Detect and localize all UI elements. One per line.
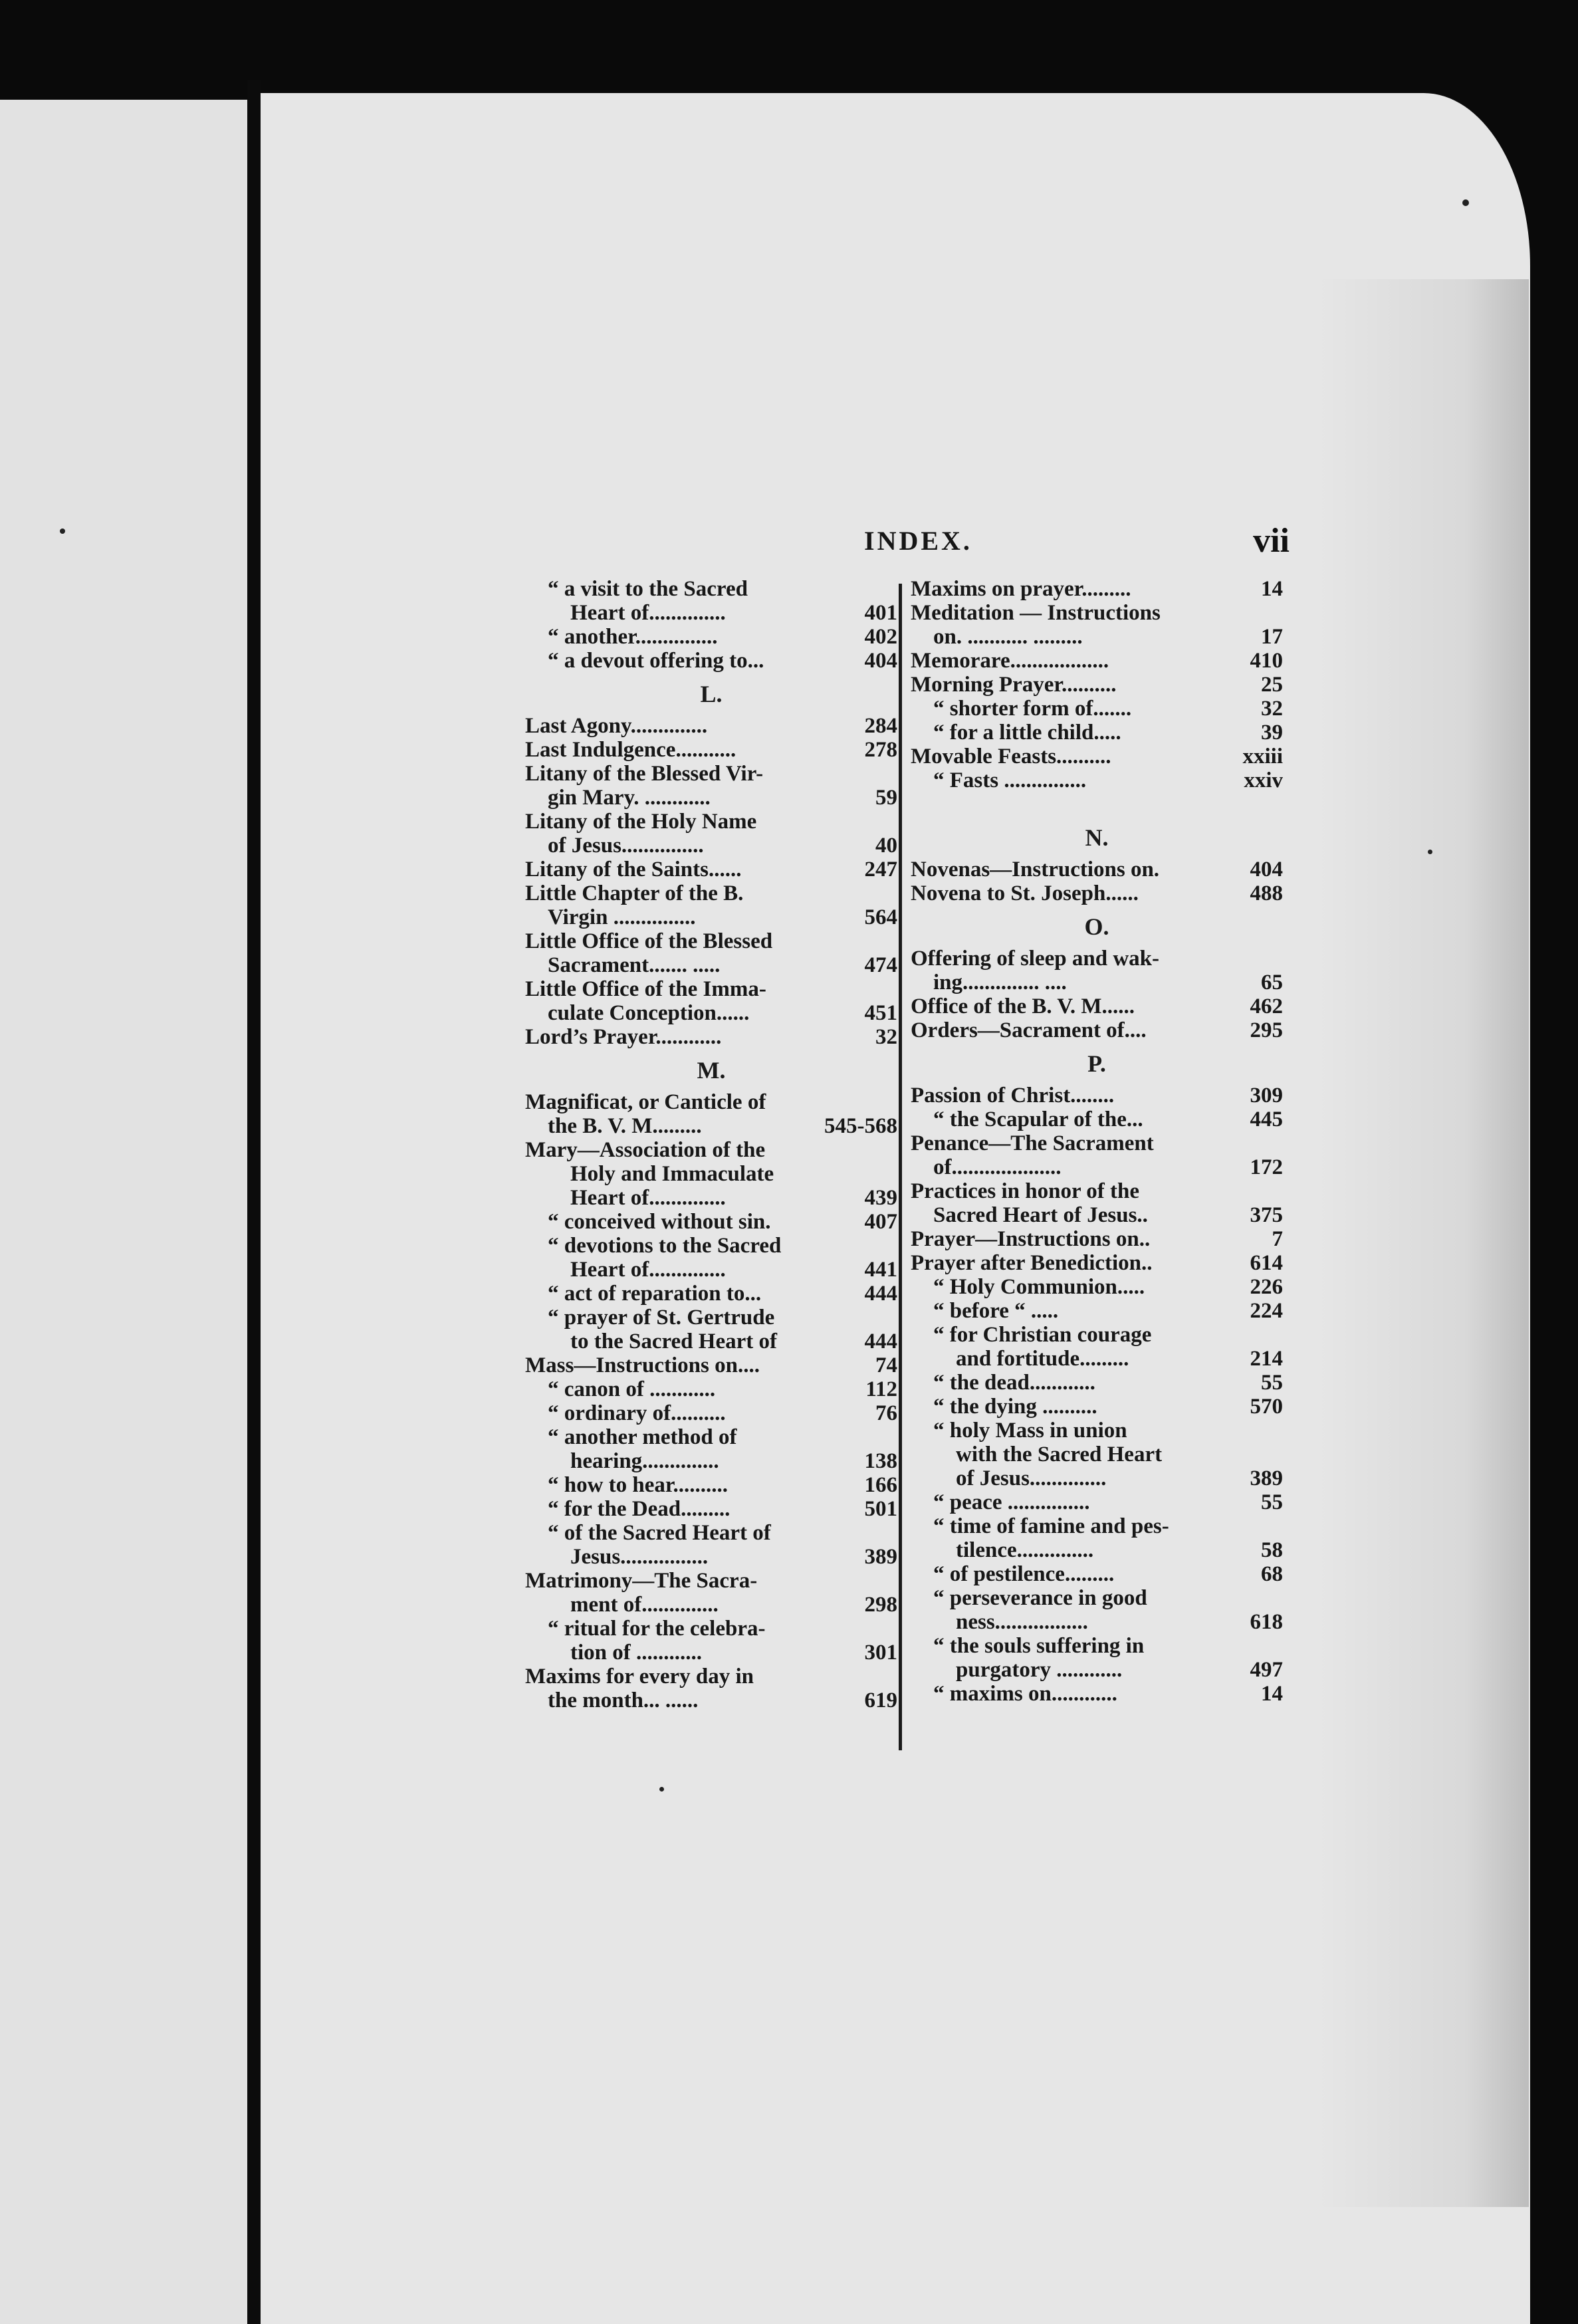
index-entry	[911, 1562, 1283, 1586]
blank-line	[911, 792, 1283, 816]
index-entry	[911, 1299, 1283, 1323]
entry-text: “ how to hear..........	[548, 1473, 729, 1497]
index-entry	[525, 953, 897, 977]
entry-text: Magnificat, or Canticle of	[525, 1090, 766, 1114]
index-entry	[911, 1275, 1283, 1299]
entry-text: Lord’s Prayer............	[525, 1025, 722, 1049]
entry-text: “ peace ...............	[933, 1490, 1090, 1514]
index-entry	[525, 1569, 897, 1593]
entry-text: Offering of sleep and wak-	[911, 947, 1159, 971]
entry-page-number: 402	[864, 625, 897, 649]
entry-text: Last Indulgence...........	[525, 738, 736, 762]
entry-page-number: 404	[864, 649, 897, 673]
index-entry	[911, 721, 1283, 745]
entry-text: “ for the Dead.........	[548, 1497, 731, 1521]
index-entry	[911, 1131, 1283, 1155]
entry-page-number: 39	[1261, 721, 1283, 745]
index-entry	[911, 971, 1283, 994]
entry-text: Jesus................	[570, 1545, 709, 1569]
section-letter: O.	[1084, 913, 1109, 940]
entry-page-number: 375	[1250, 1203, 1283, 1227]
index-entry	[525, 1449, 897, 1473]
index-entry	[911, 1323, 1283, 1347]
index-entry	[525, 1688, 897, 1712]
index-entry	[911, 947, 1283, 971]
entry-text: culate Conception......	[548, 1001, 750, 1025]
entry-page-number: 389	[1250, 1466, 1283, 1490]
entry-page-number: 17	[1261, 625, 1283, 649]
entry-page-number: 76	[875, 1401, 897, 1425]
index-entry	[525, 649, 897, 673]
entry-text: Prayer after Benediction..	[911, 1251, 1153, 1275]
page-shadow	[1316, 279, 1529, 2207]
entry-text: Heart of..............	[570, 1258, 726, 1282]
entry-page-number: 570	[1250, 1395, 1283, 1419]
ink-speck	[60, 528, 65, 534]
entry-text: Orders—Sacrament of....	[911, 1018, 1147, 1042]
entry-text: “ for a little child.....	[933, 721, 1121, 745]
entry-text: Little Office of the Blessed	[525, 929, 773, 953]
entry-page-number: 401	[864, 601, 897, 625]
index-entry	[911, 1084, 1283, 1107]
entry-page-number: 497	[1250, 1658, 1283, 1682]
index-entry	[525, 1234, 897, 1258]
entry-text: “ holy Mass in union	[933, 1419, 1127, 1443]
entry-page-number: 309	[1250, 1084, 1283, 1107]
entry-page-number: 214	[1250, 1347, 1283, 1371]
index-entry	[525, 1186, 897, 1210]
index-entry	[911, 1155, 1283, 1179]
index-entry	[911, 1466, 1283, 1490]
index-column-left	[525, 577, 897, 1712]
index-entry	[911, 577, 1283, 601]
index-entry	[525, 929, 897, 953]
entry-page-number: 14	[1261, 577, 1283, 601]
index-entry	[911, 1179, 1283, 1203]
index-entry	[525, 762, 897, 786]
entry-text: “ ordinary of..........	[548, 1401, 726, 1425]
index-entry	[911, 1419, 1283, 1443]
running-head	[864, 522, 1290, 572]
entry-text: “ ritual for the celebra-	[548, 1617, 766, 1641]
index-entry	[911, 1395, 1283, 1419]
entry-text: Litany of the Holy Name	[525, 810, 757, 834]
entry-text: Heart of..............	[570, 1186, 726, 1210]
entry-page-number: 55	[1261, 1371, 1283, 1395]
entry-page-number: 278	[864, 738, 897, 762]
entry-page-number: 619	[864, 1688, 897, 1712]
entry-page-number: 295	[1250, 1018, 1283, 1042]
entry-text: of Jesus...............	[548, 834, 704, 858]
index-entry	[525, 738, 897, 762]
index-entry	[525, 977, 897, 1001]
entry-text: “ prayer of St. Gertrude	[548, 1306, 775, 1330]
entry-text: of....................	[933, 1155, 1062, 1179]
index-entry	[525, 810, 897, 834]
index-entry	[525, 1473, 897, 1497]
index-entry	[525, 1282, 897, 1306]
index-entry	[911, 1347, 1283, 1371]
book-gutter	[247, 80, 261, 2324]
entry-text: Litany of the Blessed Vir-	[525, 762, 764, 786]
index-entry	[911, 1371, 1283, 1395]
entry-text: “ maxims on............	[933, 1682, 1117, 1706]
entry-page-number: 441	[864, 1258, 897, 1282]
entry-text: of Jesus..............	[956, 1466, 1107, 1490]
index-entry	[911, 1634, 1283, 1658]
entry-text: Novenas—Instructions on.	[911, 858, 1160, 881]
index-entry	[525, 1545, 897, 1569]
index-entry	[525, 1330, 897, 1353]
entry-page-number: 410	[1250, 649, 1283, 673]
index-entry	[911, 1107, 1283, 1131]
index-entry	[525, 577, 897, 601]
index-entry	[525, 1306, 897, 1330]
entry-page-number: 7	[1272, 1227, 1283, 1251]
index-entry	[525, 1258, 897, 1282]
index-entry	[525, 1162, 897, 1186]
index-entry	[525, 1001, 897, 1025]
entry-page-number: 166	[864, 1473, 897, 1497]
entry-text: “ another...............	[548, 625, 718, 649]
entry-text: “ the dead............	[933, 1371, 1095, 1395]
entry-text: “ the souls suffering in	[933, 1634, 1145, 1658]
entry-text: Meditation — Instructions	[911, 601, 1161, 625]
entry-page-number: 389	[864, 1545, 897, 1569]
index-entry	[911, 1490, 1283, 1514]
index-entry	[525, 1641, 897, 1665]
entry-page-number: 488	[1250, 881, 1283, 905]
entry-text: purgatory ............	[956, 1658, 1123, 1682]
index-entry	[911, 601, 1283, 625]
index-entry	[525, 1593, 897, 1617]
ink-speck	[1462, 199, 1469, 206]
section-letter: M.	[697, 1057, 726, 1084]
index-entry	[911, 1538, 1283, 1562]
entry-page-number: 55	[1261, 1490, 1283, 1514]
entry-text: to the Sacred Heart of	[570, 1330, 777, 1353]
index-entry	[911, 1227, 1283, 1251]
entry-text: Holy and Immaculate	[570, 1162, 774, 1186]
entry-text: Sacrament....... .....	[548, 953, 721, 977]
index-entry	[911, 1443, 1283, 1466]
index-entry	[911, 625, 1283, 649]
entry-text: on. ........... .........	[933, 625, 1083, 649]
index-entry	[911, 881, 1283, 905]
entry-text: and fortitude.........	[956, 1347, 1129, 1371]
entry-text: “ shorter form of.......	[933, 697, 1132, 721]
entry-page-number: 444	[864, 1282, 897, 1306]
index-entry	[525, 905, 897, 929]
index-entry	[911, 1586, 1283, 1610]
entry-page-number: 444	[864, 1330, 897, 1353]
index-entry	[911, 1682, 1283, 1706]
index-entry	[525, 1521, 897, 1545]
entry-text: tilence..............	[956, 1538, 1094, 1562]
entry-page-number: 614	[1250, 1251, 1283, 1275]
index-entry	[911, 697, 1283, 721]
entry-page-number: 172	[1250, 1155, 1283, 1179]
entry-page-number: 545-568	[824, 1114, 897, 1138]
entry-page-number: 68	[1261, 1562, 1283, 1586]
entry-page-number: 284	[864, 714, 897, 738]
entry-text: “ the dying ..........	[933, 1395, 1097, 1419]
index-entry	[525, 1497, 897, 1521]
entry-text: Movable Feasts..........	[911, 745, 1111, 768]
entry-text: the B. V. M.........	[548, 1114, 702, 1138]
entry-text: Virgin ...............	[548, 905, 696, 929]
index-entry	[525, 1401, 897, 1425]
index-entry	[525, 601, 897, 625]
entry-text: Last Agony..............	[525, 714, 708, 738]
index-entry	[911, 768, 1283, 792]
entry-text: “ for Christian courage	[933, 1323, 1152, 1347]
entry-page-number: 618	[1250, 1610, 1283, 1634]
entry-text: ing.............. ....	[933, 971, 1067, 994]
entry-page-number: 14	[1261, 1682, 1283, 1706]
entry-page-number: 301	[864, 1641, 897, 1665]
index-entry	[911, 673, 1283, 697]
entry-text: “ conceived without sin.	[548, 1210, 771, 1234]
entry-text: “ a visit to the Sacred	[548, 577, 748, 601]
entry-page-number: 32	[875, 1025, 897, 1049]
running-head-title: INDEX.	[864, 526, 972, 556]
entry-text: Novena to St. Joseph......	[911, 881, 1139, 905]
section-letter: N.	[1085, 824, 1109, 851]
entry-text: Morning Prayer..........	[911, 673, 1117, 697]
entry-text: Matrimony—The Sacra-	[525, 1569, 758, 1593]
entry-text: ment of..............	[570, 1593, 719, 1617]
index-entry	[525, 1353, 897, 1377]
entry-text: “ the Scapular of the...	[933, 1107, 1143, 1131]
entry-text: Little Chapter of the B.	[525, 881, 744, 905]
index-entry	[911, 745, 1283, 768]
entry-text: “ of pestilence.........	[933, 1562, 1115, 1586]
index-entry	[525, 1210, 897, 1234]
entry-text: ness.................	[956, 1610, 1088, 1634]
entry-page-number: 462	[1250, 994, 1283, 1018]
entry-text: Prayer—Instructions on..	[911, 1227, 1151, 1251]
entry-page-number: 451	[864, 1001, 897, 1025]
index-entry	[525, 1617, 897, 1641]
index-entry	[525, 1138, 897, 1162]
entry-text: Maxims for every day in	[525, 1665, 754, 1688]
entry-page-number: 404	[1250, 858, 1283, 881]
entry-page-number: 58	[1261, 1538, 1283, 1562]
index-entry	[525, 714, 897, 738]
entry-text: Memorare..................	[911, 649, 1109, 673]
entry-page-number: 65	[1261, 971, 1283, 994]
entry-text: Heart of..............	[570, 601, 726, 625]
entry-page-number: 474	[864, 953, 897, 977]
entry-text: “ another method of	[548, 1425, 737, 1449]
index-entry	[525, 834, 897, 858]
section-letter: P.	[1087, 1050, 1106, 1077]
index-column-right	[911, 577, 1283, 1706]
index-entry	[525, 786, 897, 810]
entry-text: tion of ............	[570, 1641, 702, 1665]
entry-page-number: 564	[864, 905, 897, 929]
entry-page-number: 32	[1261, 697, 1283, 721]
entry-page-number: 74	[875, 1353, 897, 1377]
entry-text: “ canon of ............	[548, 1377, 716, 1401]
index-entry	[911, 1203, 1283, 1227]
index-entry	[525, 625, 897, 649]
entry-text: Office of the B. V. M......	[911, 994, 1135, 1018]
entry-text: with the Sacred Heart	[956, 1443, 1163, 1466]
entry-text: “ of the Sacred Heart of	[548, 1521, 771, 1545]
entry-text: Practices in honor of the	[911, 1179, 1140, 1203]
entry-page-number: 224	[1250, 1299, 1283, 1323]
entry-text: Penance—The Sacrament	[911, 1131, 1154, 1155]
entry-text: “ act of reparation to...	[548, 1282, 762, 1306]
index-entry	[911, 1658, 1283, 1682]
index-entry	[911, 1610, 1283, 1634]
entry-page-number: 40	[875, 834, 897, 858]
index-entry	[911, 1018, 1283, 1042]
entry-page-number: 445	[1250, 1107, 1283, 1131]
entry-page-number: 138	[864, 1449, 897, 1473]
index-entry	[911, 649, 1283, 673]
entry-text: Mass—Instructions on....	[525, 1353, 760, 1377]
entry-text: “ devotions to the Sacred	[548, 1234, 782, 1258]
entry-text: the month... ......	[548, 1688, 699, 1712]
entry-text: Mary—Association of the	[525, 1138, 766, 1162]
entry-page-number: 226	[1250, 1275, 1283, 1299]
entry-text: “ Fasts ...............	[933, 768, 1087, 792]
index-entry	[525, 858, 897, 881]
facing-page-edge	[0, 100, 247, 2324]
entry-text: gin Mary. ............	[548, 786, 711, 810]
entry-page-number: 439	[864, 1186, 897, 1210]
entry-text: “ perseverance in good	[933, 1586, 1147, 1610]
entry-text: “ time of famine and pes-	[933, 1514, 1169, 1538]
entry-page-number: 112	[865, 1377, 897, 1401]
index-entry	[525, 881, 897, 905]
index-entry	[525, 1425, 897, 1449]
index-entry	[911, 1514, 1283, 1538]
entry-page-number: xxiv	[1244, 768, 1283, 792]
index-entry	[911, 994, 1283, 1018]
entry-text: “ Holy Communion.....	[933, 1275, 1145, 1299]
entry-text: Sacred Heart of Jesus..	[933, 1203, 1148, 1227]
entry-page-number: 407	[864, 1210, 897, 1234]
index-entry	[525, 1114, 897, 1138]
entry-text: “ before “ .....	[933, 1299, 1059, 1323]
index-entry	[911, 858, 1283, 881]
ink-speck	[1428, 850, 1432, 854]
entry-text: Maxims on prayer.........	[911, 577, 1131, 601]
entry-text: hearing..............	[570, 1449, 719, 1473]
entry-page-number: 59	[875, 786, 897, 810]
index-entry	[525, 1665, 897, 1688]
index-entry	[525, 1025, 897, 1049]
index-entry	[525, 1090, 897, 1114]
entry-text: Litany of the Saints......	[525, 858, 742, 881]
entry-text: Passion of Christ........	[911, 1084, 1115, 1107]
page-number: vii	[1253, 522, 1290, 560]
entry-text: Little Office of the Imma-	[525, 977, 766, 1001]
column-divider	[899, 584, 902, 1750]
entry-page-number: xxiii	[1242, 745, 1283, 768]
entry-page-number: 247	[864, 858, 897, 881]
entry-page-number: 501	[864, 1497, 897, 1521]
entry-page-number: 25	[1261, 673, 1283, 697]
ink-speck	[659, 1787, 664, 1792]
entry-text: “ a devout offering to...	[548, 649, 764, 673]
index-entry	[525, 1377, 897, 1401]
section-letter: L.	[700, 681, 723, 707]
entry-page-number: 298	[864, 1593, 897, 1617]
index-entry	[911, 1251, 1283, 1275]
